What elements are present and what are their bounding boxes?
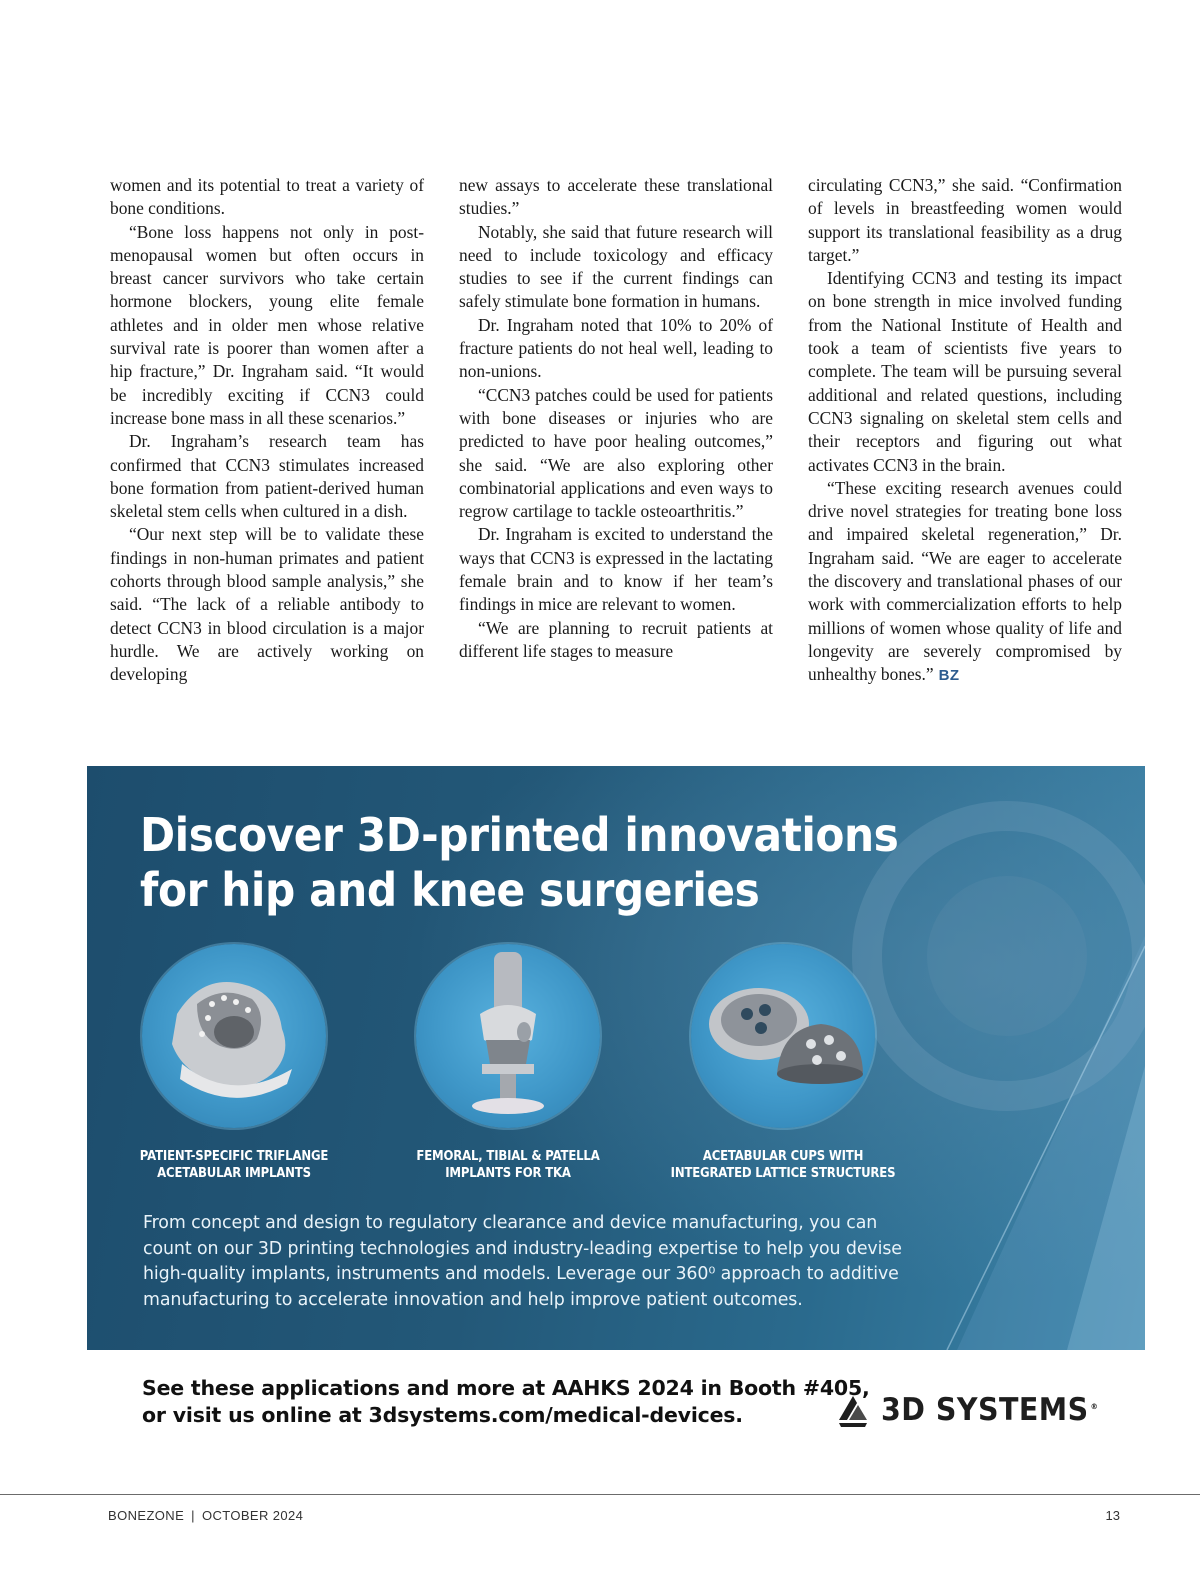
ad-headline-line-1: Discover 3D-printed innovations (140, 808, 899, 862)
end-mark: BZ (938, 667, 960, 685)
3d-systems-logo-text (881, 1392, 1098, 1428)
issue-date: OCTOBER 2024 (201, 1508, 304, 1523)
product-label (671, 1148, 896, 1182)
3d-systems-logo[interactable] (833, 1388, 1117, 1432)
article-columns (110, 174, 1123, 688)
product-label (122, 1148, 347, 1182)
paragraph: Dr. Ingraham noted that 10% to 20% of fracture patients do not heal well, leading to non-unions. (459, 314, 773, 382)
paragraph: women and its potential to treat a variety of bone conditions. (110, 175, 424, 219)
product-label (396, 1148, 621, 1182)
product-acetabular-cup[interactable] (658, 944, 908, 1182)
cta-line-2[interactable]: or visit us online at 3dsystems.com/medical-devices. (142, 1403, 743, 1427)
paragraph-final (808, 477, 1122, 688)
paragraph: Notably, she said that future research will need to include toxicology and efficacy studies to see if the current findings can safely stimulate bone formation in humans. (459, 221, 773, 312)
ad-body-text: From concept and design to regulatory clearance and device manufacturing, you can count on our 3D printing technologies and industry-leading expertise to help you devise high-quality implants, instruments and models. Leverage our 360⁰ approach to additive manufacturing to accelerate innovation and help improve patient outcomes. (143, 1213, 902, 1310)
acetabular-cup-image (691, 944, 875, 1128)
ad-headline (140, 808, 898, 918)
product-knee-implant[interactable] (383, 944, 633, 1182)
footer-separator: | (191, 1508, 195, 1523)
cta-line-1: See these applications and more at AAHKS 2024 in Booth #405, (142, 1376, 870, 1400)
product-label-line-1: ACETABULAR CUPS WITH (702, 1149, 864, 1164)
logo-wordmark: 3D SYSTEMS (881, 1392, 1089, 1428)
paragraph: Dr. Ingraham’s research team has confirmed that CCN3 stimulates increased bone formation from patient-derived human skeletal stem cells when cultured in a dish. (110, 431, 424, 522)
ad-call-to-action[interactable] (142, 1375, 870, 1429)
paragraph: Identifying CCN3 and testing its impact on bone strength in mice involved funding from the National Institute of Health and took a team of scientists five years to complete. The team will be pursuing several additional and related questions, including CCN3 signaling on skeletal stem cells and their receptors and figuring out what activates CCN3 in the brain. (808, 268, 1122, 475)
product-triflange[interactable] (109, 944, 359, 1182)
footer-divider (0, 1494, 1200, 1495)
product-label-line-2: ACETABULAR IMPLANTS (157, 1166, 311, 1181)
article-column-1 (110, 174, 424, 688)
footer-publication-info (108, 1508, 303, 1523)
product-label-line-2: IMPLANTS FOR TKA (445, 1166, 571, 1181)
ad-headline-line-2: for hip and knee surgeries (140, 863, 760, 917)
product-label-line-1: PATIENT-SPECIFIC TRIFLANGE (139, 1149, 329, 1164)
paragraph: “CCN3 patches could be used for patients with bone diseases or injuries who are predicted to have poor healing outcomes,” she said. “We are also exploring other combinatorial applications and even ways to regrow cartilage to tackle osteoarthritis.” (459, 384, 773, 522)
page-number: 13 (1105, 1508, 1120, 1523)
paragraph: “Bone loss happens not only in post-menopausal women but often occurs in breast cancer survivors who take certain hormone blockers, young elite female athletes and in older men whose relative survival rate is poorer than women after a hip fracture,” Dr. Ingraham said. “It would be incredibly exciting if CCN3 could increase bone mass in all these scenarios.” (110, 221, 424, 428)
article-column-3 (808, 174, 1122, 688)
3d-systems-logo-icon (833, 1390, 873, 1430)
paragraph: “Our next step will be to validate these findings in non-human primates and patient cohorts through blood sample analysis,” she said. “The lack of a reliable antibody to detect CCN3 in blood circulation is a major hurdle. We are actively working on developing (110, 524, 424, 685)
article-column-2 (459, 174, 773, 688)
paragraph-final-text: “These exciting research avenues could drive novel strategies for treating bone loss and impaired skeletal regeneration,” Dr. Ingraham said. “We are eager to accelerate the discovery and translational phases of our work with commercialization efforts to help millions of women whose quality of life and longevity are severely compromised by unhealthy bones.” (808, 477, 1122, 685)
paragraph: Dr. Ingraham is excited to understand the ways that CCN3 is expressed in the lactating female brain and to know if her team’s findings in mice are relevant to women. (459, 524, 773, 615)
paragraph: “We are planning to recruit patients at different life stages to measure (459, 617, 773, 661)
product-label-line-1: FEMORAL, TIBIAL & PATELLA (416, 1149, 600, 1164)
advertisement-banner[interactable] (87, 766, 1145, 1350)
paragraph: circulating CCN3,” she said. “Confirmation of levels in breastfeeding women would support its translational feasibility as a drug target.” (808, 175, 1122, 265)
publication-name: BONEZONE (108, 1508, 185, 1523)
knee-implant-image (416, 944, 600, 1128)
product-label-line-2: INTEGRATED LATTICE STRUCTURES (670, 1166, 896, 1181)
paragraph: new assays to accelerate these translational studies.” (459, 175, 773, 219)
registered-mark: ® (1090, 1401, 1099, 1411)
triflange-implant-image (142, 944, 326, 1128)
